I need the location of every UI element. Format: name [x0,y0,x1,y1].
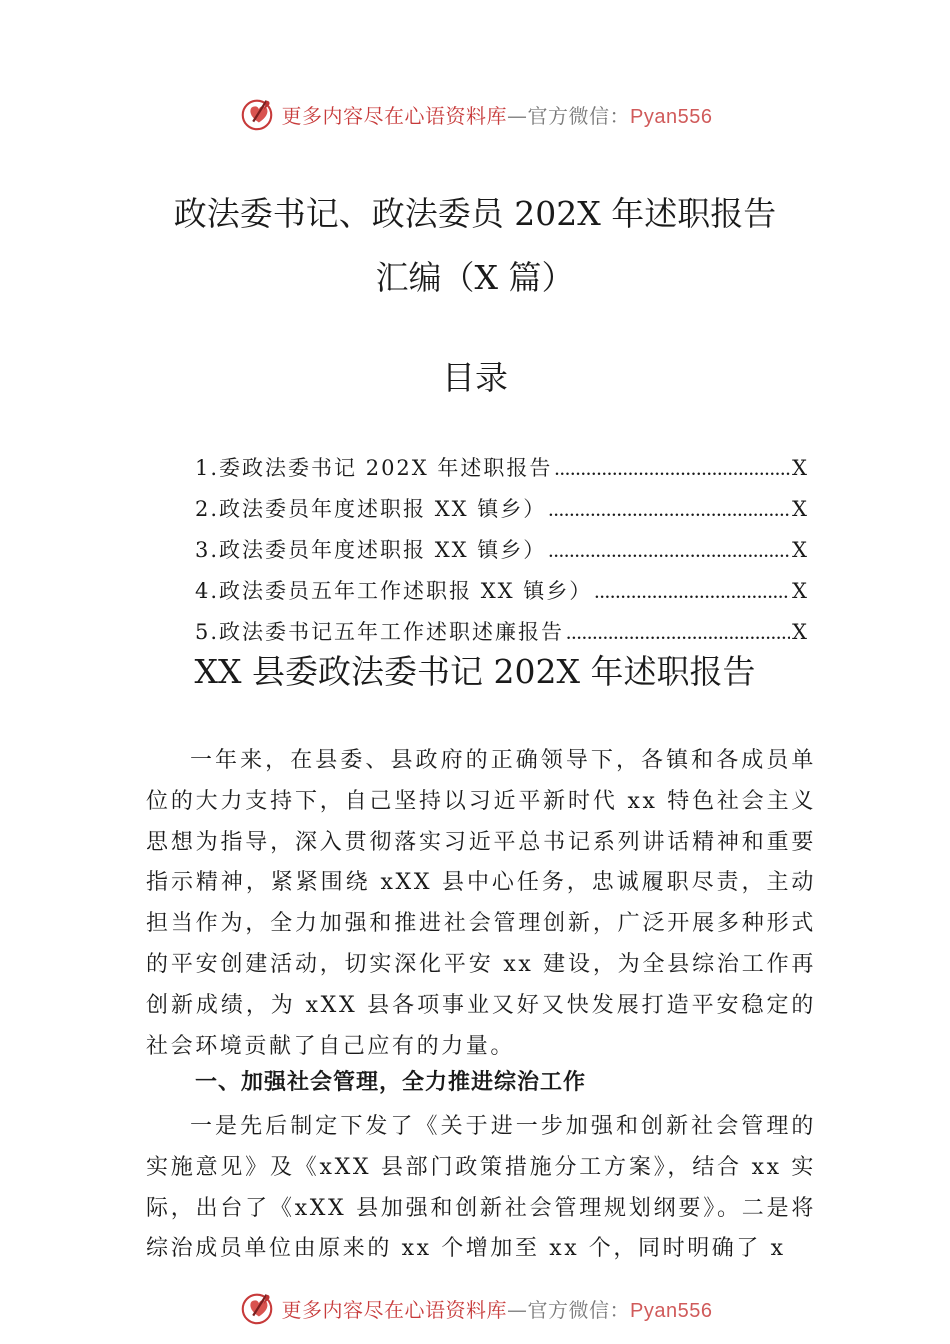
toc-item-page: X [792,579,807,603]
watermark-separator: — [507,103,528,128]
watermark-footer [0,1288,950,1328]
toc-item[interactable] [195,452,807,493]
watermark-id: Pyan556 [630,1299,713,1322]
toc-item-page: X [792,538,807,562]
body-paragraph-2: 一是先后制定下发了《关于进一步加强和创新社会管理的实施意见》及《xXX 县部门政策措施分工方案》，结合 xx 实际，出台了《xXX 县加强和创新社会管理规划纲要》。二是将综治成员单位由原来的 xx 个增加至 xx 个，同时明确了 x [146,1114,816,1262]
watermark-header [0,94,950,134]
toc-leader-dots [548,497,790,522]
toc-item-page: X [792,497,807,521]
body-paragraph-1: 一年来，在县委、县政府的正确领导下，各镇和各成员单位的大力支持下，自己坚持以习近平新时代 xx 特色社会主义思想为指导，深入贯彻落实习近平总书记系列讲话精神和重要指示精神，紧紧围绕 xXX 县中心任务，忠诚履职尽责，主动担当作为，全力加强和推进社会管理创新，广泛开展多种形式的平安创建活动，切实深化平安 xx 建设，为全县综治工作再创新成绩，为 xXX 县各项事业又好又快发展打造平安稳定的社会环境贡献了自己应有的力量。 [146,748,816,1059]
toc-item-page: X [792,456,807,480]
watermark-separator: — [507,1297,528,1322]
toc-item-text: 2.政法委员年度述职报 XX 镇乡） [195,497,547,521]
watermark-main-text: 更多内容尽在心语资料库 [281,1297,508,1322]
section-title: XX 县委政法委书记 202X 年述职报告 [194,652,756,691]
toc-item[interactable] [195,493,807,534]
toc-leader-dots [548,538,790,563]
toc-item-text: 5.政法委书记五年工作述职述廉报告 [195,620,565,644]
toc-heading: 目录 [442,358,508,397]
toc-item[interactable] [195,575,807,616]
table-of-contents [195,452,807,657]
toc-item[interactable] [195,534,807,575]
subheading-1: 一、加强社会管理，全力推进综治工作 [195,1070,587,1095]
toc-item-text: 3.政法委员年度述职报 XX 镇乡） [195,538,547,562]
watermark-main-text: 更多内容尽在心语资料库 [281,103,508,128]
document-title-line2: 汇编（X 篇） [375,258,575,297]
document-title-line1: 政法委书记、政法委员 202X 年述职报告 [173,194,777,233]
toc-item-text: 4.政法委员五年工作述职报 XX 镇乡） [195,579,593,603]
watermark-label: 官方微信： [527,103,631,128]
toc-item-text: 1.委政法委书记 202X 年述职报告 [195,456,553,480]
heart-quill-logo-icon [238,95,276,133]
heart-quill-logo-icon [238,1289,276,1327]
toc-leader-dots [594,579,790,604]
watermark-id: Pyan556 [630,105,713,128]
toc-item-page: X [792,620,807,644]
toc-leader-dots [554,456,790,481]
watermark-label: 官方微信： [527,1297,631,1322]
